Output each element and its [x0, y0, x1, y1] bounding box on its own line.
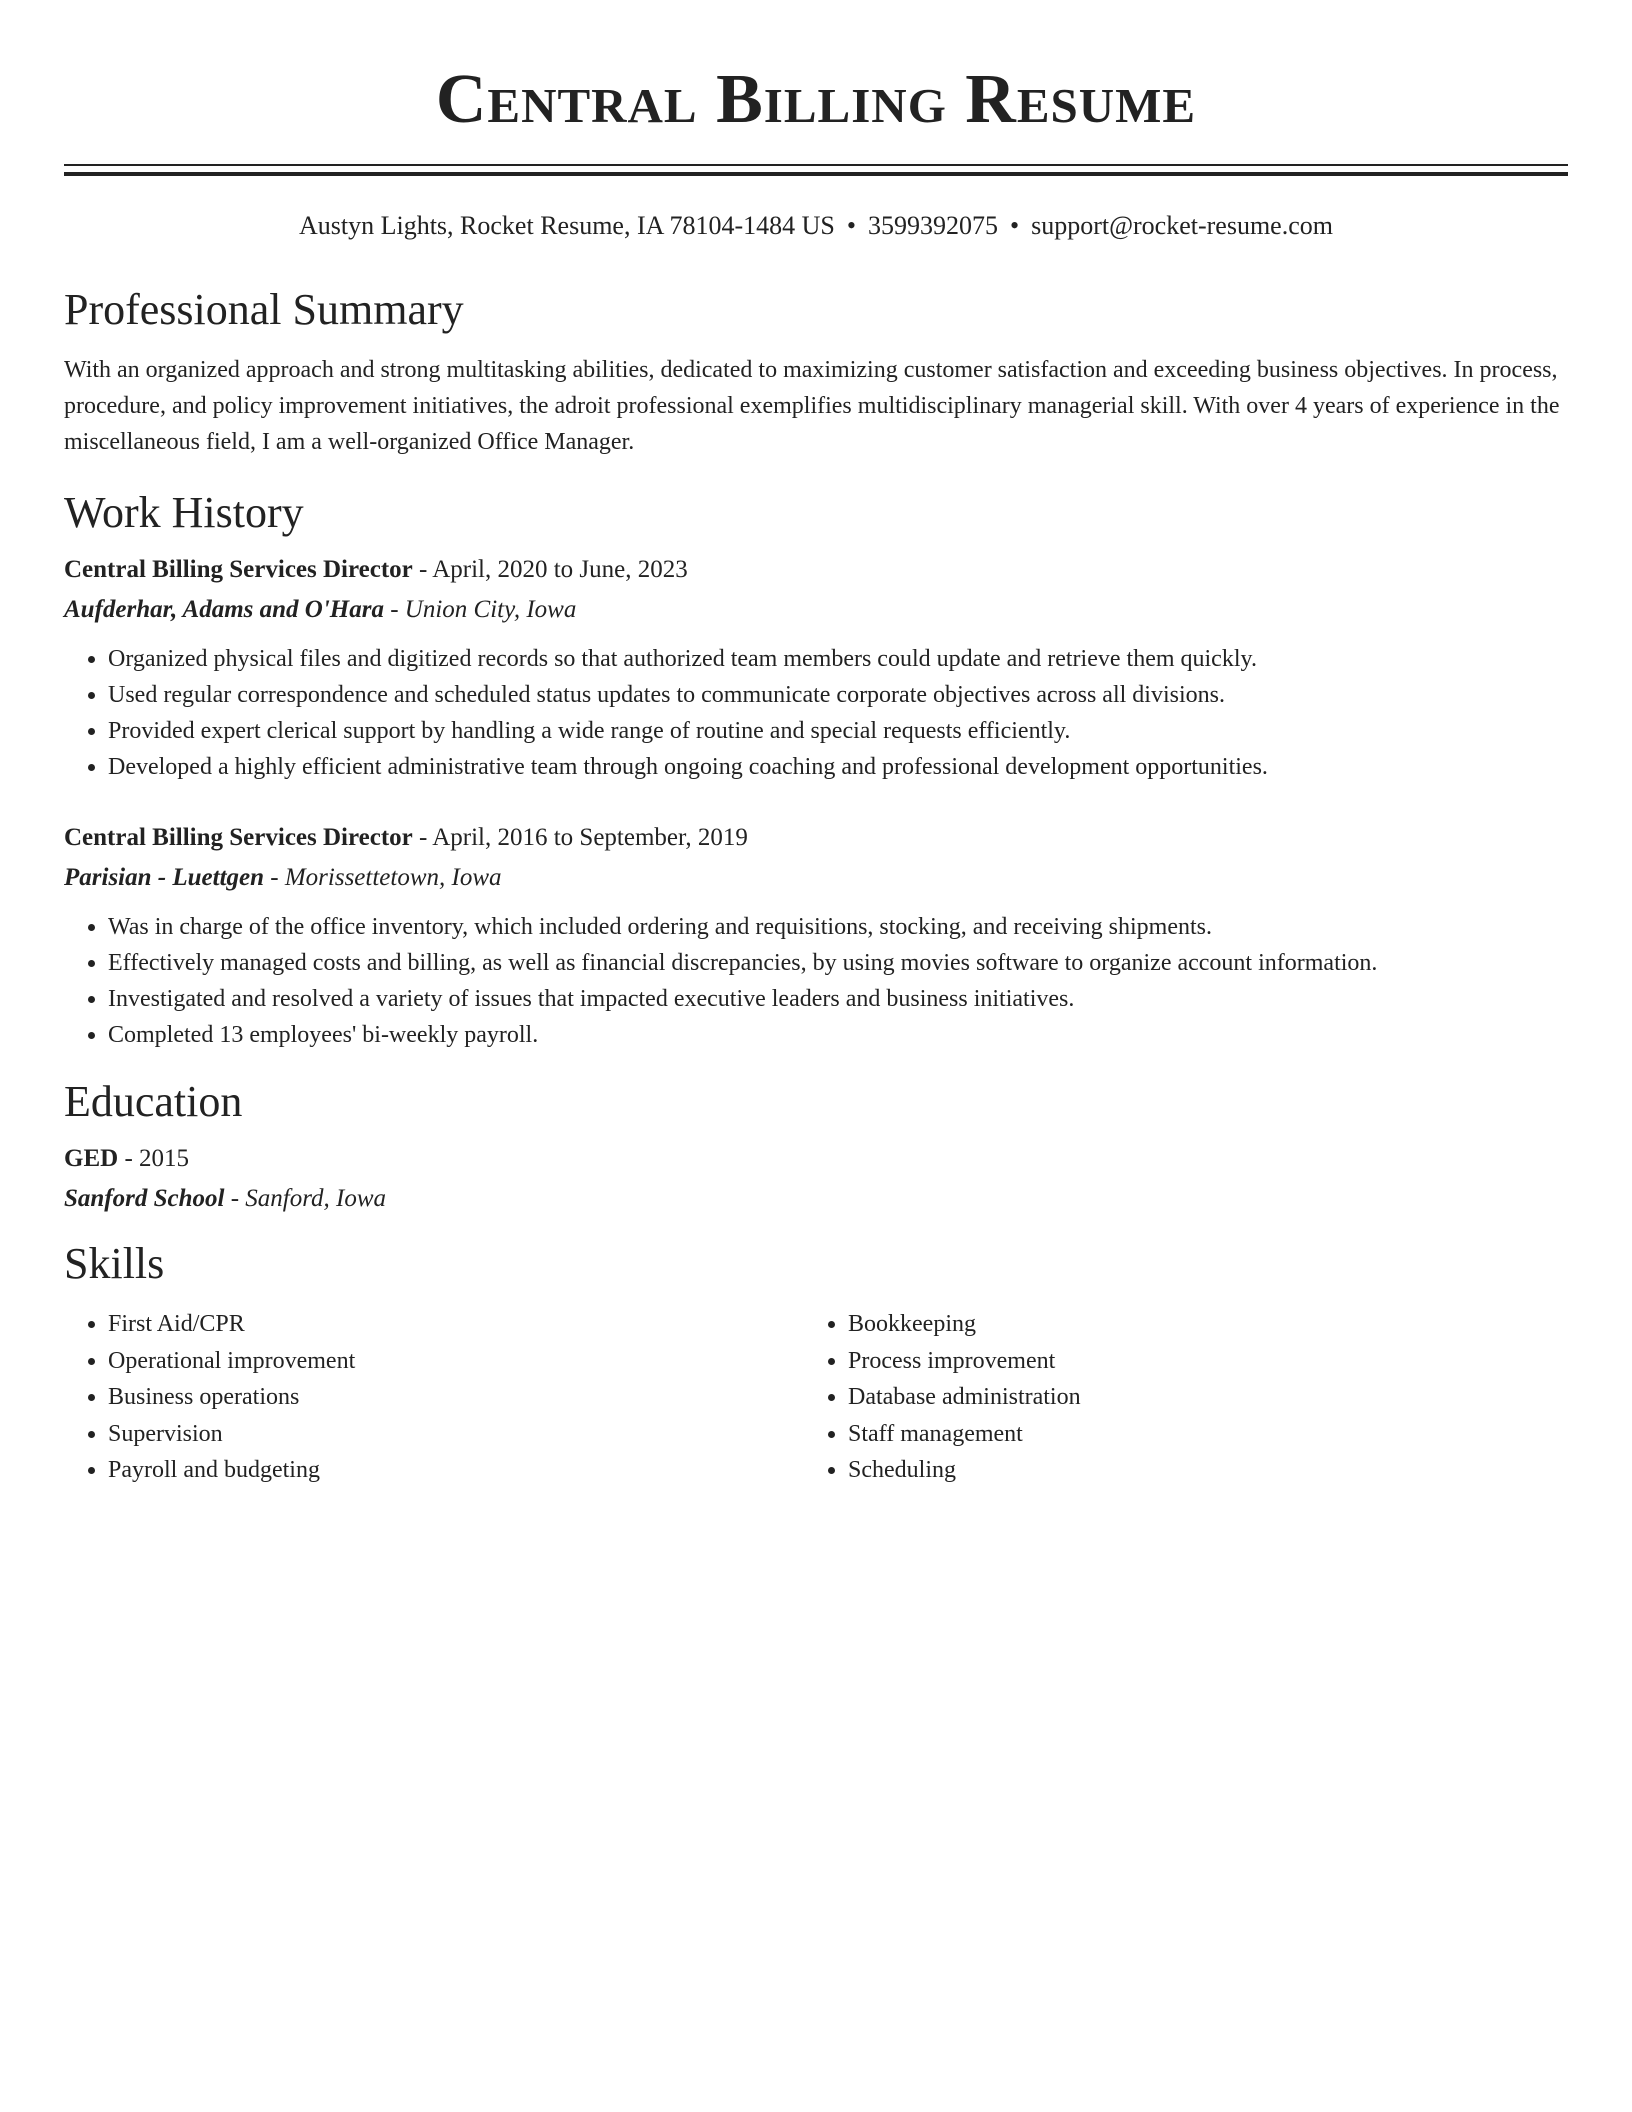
job-bullet: • Developed a highly efficient administrative team through ongoing coaching and professional development opportunities. — [108, 749, 1568, 785]
job-bullet: • Used regular correspondence and scheduled status updates to communicate corporate objectives across all divisions. — [108, 677, 1568, 713]
job-bullet: • Organized physical files and digitized records so that authorized team members could update and retrieve them quickly. — [108, 641, 1568, 677]
job-entry — [64, 821, 1568, 1053]
job-bullet: • Completed 13 employees' bi-weekly payroll. — [108, 1017, 1568, 1053]
contact-address: Austyn Lights, Rocket Resume, IA 78104-1484 US — [298, 211, 835, 240]
skill-item: • Staff management — [848, 1416, 1544, 1453]
education-location: - Sanford, Iowa — [224, 1185, 387, 1212]
job-location: - Morissettetown, Iowa — [264, 864, 502, 891]
job-location: - Union City, Iowa — [383, 596, 577, 623]
title-divider-thick — [64, 172, 1568, 176]
job-bullet: • Effectively managed costs and billing, as well as financial discrepancies, by using movies software to organize account information. — [108, 945, 1568, 981]
section-heading-work-history: Work History — [64, 488, 304, 537]
skills-list-right — [804, 1306, 1544, 1489]
job-bullet: • Provided expert clerical support by handling a wide range of routine and special requests efficiently. — [108, 713, 1568, 749]
skill-item: • Process improvement — [848, 1343, 1544, 1380]
skill-item: • Database administration — [848, 1379, 1544, 1416]
job-title: Central Billing Services Director — [64, 556, 413, 583]
education-school-line — [64, 1182, 1568, 1216]
job-dates: - April, 2016 to September, 2019 — [412, 824, 748, 851]
education-degree-line — [64, 1142, 1568, 1176]
section-heading-skills: Skills — [64, 1239, 165, 1288]
job-title-line — [64, 821, 1568, 855]
job-company-line — [64, 861, 1568, 895]
contact-separator: • — [846, 211, 856, 240]
contact-line — [64, 210, 1568, 242]
skill-item: • Operational improvement — [108, 1343, 804, 1380]
contact-phone: 3599392075 — [867, 211, 998, 240]
skill-item: • Scheduling — [848, 1452, 1544, 1489]
section-heading-summary: Professional Summary — [64, 285, 464, 334]
title-divider-thin — [64, 164, 1568, 166]
job-bullet: • Was in charge of the office inventory, which included ordering and requisitions, stocking, and receiving shipments. — [108, 909, 1568, 945]
skill-item: • Bookkeeping — [848, 1306, 1544, 1343]
skill-item: • Business operations — [108, 1379, 804, 1416]
section-heading-education: Education — [64, 1077, 243, 1126]
job-company: Aufderhar, Adams and O'Hara — [64, 596, 384, 623]
job-entry — [64, 553, 1568, 785]
education-degree: GED — [64, 1145, 119, 1172]
skills-list-left — [64, 1306, 804, 1489]
job-bullet: • Investigated and resolved a variety of issues that impacted executive leaders and business initiatives. — [108, 981, 1568, 1017]
summary-text: With an organized approach and strong multitasking abilities, dedicated to maximizing customer satisfaction and exceeding business objectives. In process, procedure, and policy improvement initiatives, the adroit professional exemplifies multidisciplinary managerial skill. With over 4 years of experience in the miscellaneous field, I am a well-organized Office Manager. — [64, 357, 1560, 455]
education-year: - 2015 — [118, 1145, 190, 1172]
contact-separator: • — [1009, 211, 1020, 240]
job-company: Parisian - Luettgen — [64, 864, 265, 891]
job-bullets — [64, 641, 1568, 785]
skills-columns — [64, 1306, 1568, 1489]
resume-title: Central Billing Resume — [435, 61, 1197, 138]
job-dates: - April, 2020 to June, 2023 — [412, 556, 688, 583]
job-company-line — [64, 593, 1568, 627]
skill-item: • First Aid/CPR — [108, 1306, 804, 1343]
contact-email: support@rocket-resume.com — [1031, 211, 1333, 240]
job-title: Central Billing Services Director — [64, 824, 413, 851]
education-school: Sanford School — [64, 1185, 225, 1212]
job-bullets — [64, 909, 1568, 1053]
skill-item: • Payroll and budgeting — [108, 1452, 804, 1489]
skill-item: • Supervision — [108, 1416, 804, 1453]
job-title-line — [64, 553, 1568, 587]
